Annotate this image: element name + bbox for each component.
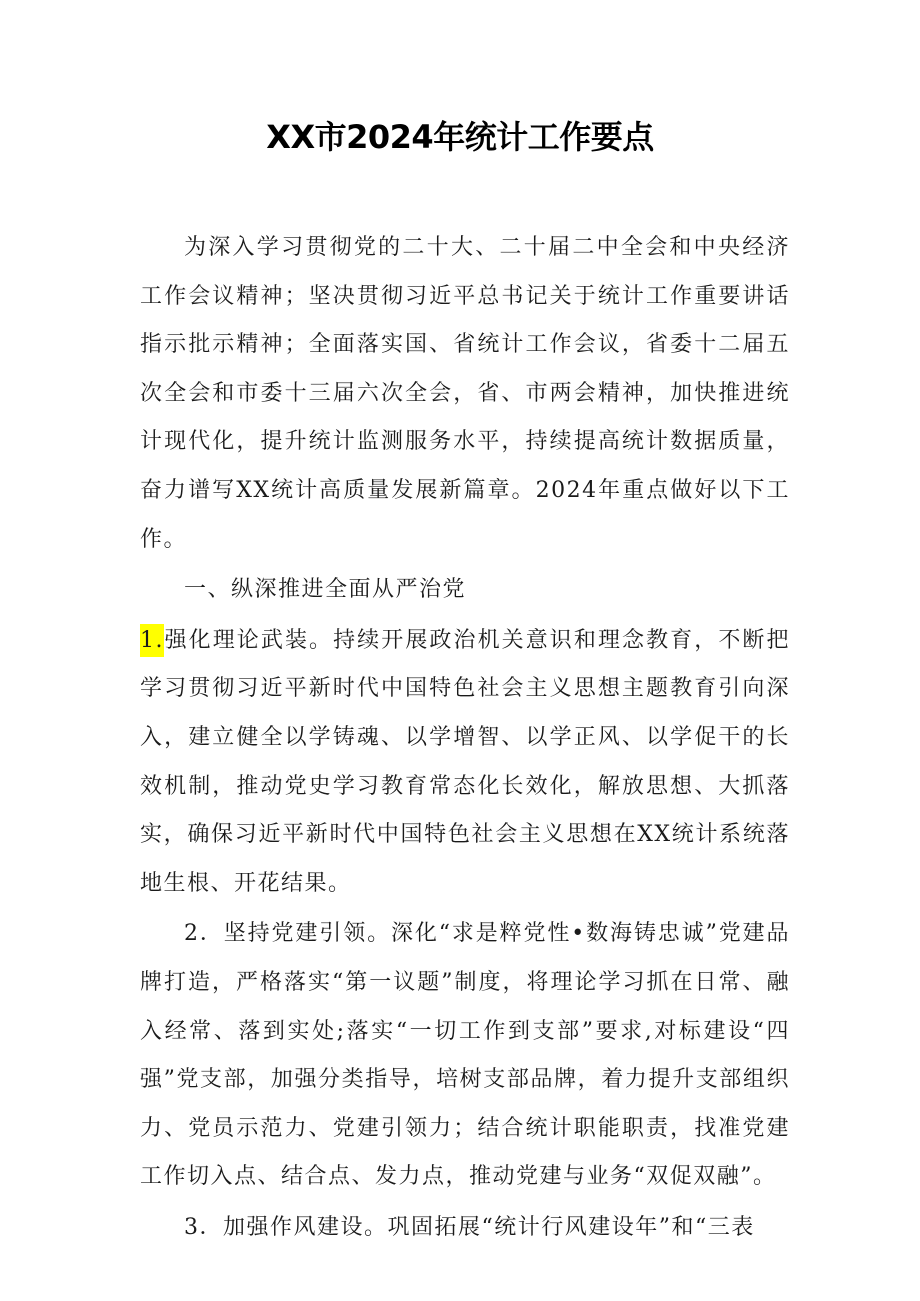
list-item-2: 2．坚持党建引领。深化“求是粹党性•数海铸忠诚”党建品牌打造，严格落实“第一议题”制度，将理论学习抓在日常、融入经常、落到实处;落实“一切工作到支部”要求,对标建设“四强”党支部，加强分类指导，培树支部品牌，着力提升支部组织力、党员示范力、党建引领力；结合统计职能职责，找准党建工作切入点、结合点、发力点，推动党建与业务“双促双融”。 (140, 921, 790, 1190)
list-item-1-text: 强化理论武装。持续开展政治机关意识和理念教育，不断把学习贯彻习近平新时代中国特色社会主义思想主题教育引向深入，建立健全以学铸魂、以学增智、以学正风、以学促干的长效机制，推动党史学习教育常态化长效化，解放思想、大抓落实，确保习近平新时代中国特色社会主义思想在XX统计系统落地生根、开花结果。 (140, 627, 790, 896)
list-item-1 (140, 617, 790, 909)
list-item-3: 3．加强作风建设。巩固拓展“统计行风建设年”和“三表 (184, 1214, 755, 1240)
document-title: XX市2024年统计工作要点 (266, 118, 654, 156)
section-heading-1: 一、纵深推进全面从严治党 (184, 577, 467, 603)
highlighted-item-number: 1. (140, 624, 164, 657)
document-body (140, 224, 790, 1252)
intro-paragraph: 为深入学习贯彻党的二十大、二十届二中全会和中央经济工作会议精神；坚决贯彻习近平总书记关于统计工作重要讲话指示批示精神；全面落实国、省统计工作会议，省委十二届五次全会和市委十三届六次全会，省、市两会精神，加快推进统计现代化，提升统计监测服务水平，持续提高统计数据质量，奋力谱写XX统计高质量发展新篇章。2024年重点做好以下工作。 (140, 235, 790, 552)
